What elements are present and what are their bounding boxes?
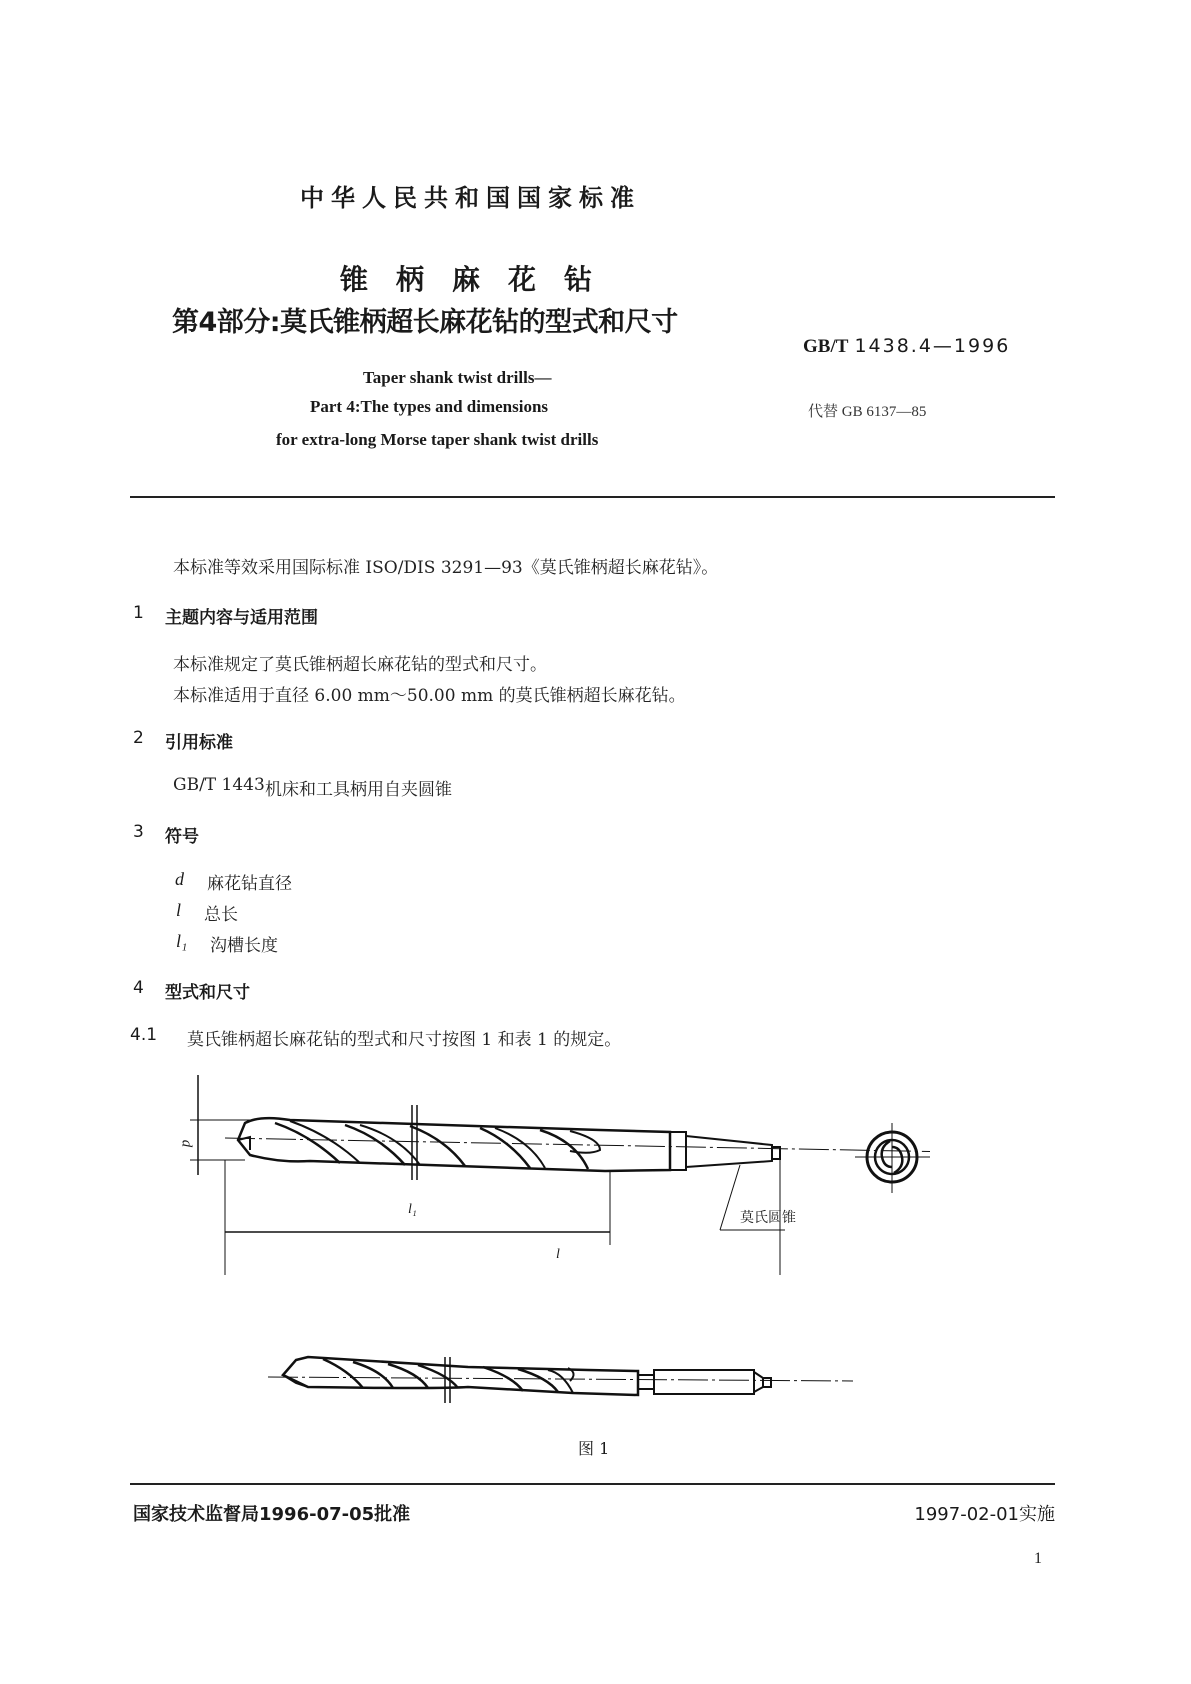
header-divider xyxy=(130,496,1055,498)
subsection-4-1-number: 4.1 xyxy=(130,1025,158,1045)
subsection-4-1-text: 莫氏锥柄超长麻花钻的型式和尺寸按图 1 和表 1 的规定。 xyxy=(187,1030,622,1050)
footer-divider xyxy=(130,1483,1055,1485)
section-2-title: 引用标准 xyxy=(165,733,233,753)
intro-paragraph: 本标准等效采用国际标准 ISO/DIS 3291—93《莫氏锥柄超长麻花钻》。 xyxy=(173,558,719,578)
section-2-number: 2 xyxy=(133,728,144,748)
implementation-date: 1997-02-01实施 xyxy=(914,1504,1055,1525)
country-standard-heading: 中华人民共和国国家标准 xyxy=(300,184,641,212)
figure-caption: 图 1 xyxy=(578,1439,610,1458)
symbol-d-meaning: 麻花钻直径 xyxy=(207,874,292,894)
section-1-title: 主题内容与适用范围 xyxy=(165,608,318,628)
symbol-l: l xyxy=(176,900,182,920)
page-number: 1 xyxy=(1034,1550,1042,1567)
section-1-paragraph-1: 本标准规定了莫氏锥柄超长麻花钻的型式和尺寸。 xyxy=(173,655,547,675)
symbol-d: d xyxy=(175,869,184,889)
symbol-l-meaning: 总长 xyxy=(204,905,238,925)
standard-number xyxy=(803,335,1010,358)
section-4-number: 4 xyxy=(133,978,144,998)
english-title-line-2: Part 4:The types and dimensions xyxy=(310,397,549,416)
standard-prefix: GB/T xyxy=(803,336,849,357)
drill-diagram-alternate xyxy=(268,1345,858,1405)
section-1-paragraph-2: 本标准适用于直径 6.00 mm～50.00 mm 的莫氏锥柄超长麻花钻。 xyxy=(173,686,686,706)
reference-title: 机床和工具柄用自夹圆锥 xyxy=(265,780,452,800)
label-l: l xyxy=(556,1247,560,1262)
section-3-title: 符号 xyxy=(165,827,199,847)
drill-diagram xyxy=(178,1075,930,1275)
document-title: 锥柄麻花钻 xyxy=(340,263,621,296)
label-d: d xyxy=(178,1139,195,1148)
symbol-l1: l₁ xyxy=(176,931,188,951)
section-3-number: 3 xyxy=(133,822,144,842)
symbol-l1-meaning: 沟槽长度 xyxy=(210,936,278,956)
reference-code: GB/T 1443 xyxy=(173,775,265,795)
approval-date: 国家技术监督局1996-07-05批准 xyxy=(133,1504,411,1525)
document-subtitle: 第4部分:莫氏锥柄超长麻花钻的型式和尺寸 xyxy=(172,307,678,338)
label-l1: l₁ xyxy=(408,1202,417,1217)
standard-code: 1438.4—1996 xyxy=(854,335,1011,357)
section-1-number: 1 xyxy=(133,603,144,623)
english-title-line-3: for extra-long Morse taper shank twist drills xyxy=(276,430,599,449)
section-4-title: 型式和尺寸 xyxy=(165,983,250,1003)
english-title-line-1: Taper shank twist drills— xyxy=(363,368,552,387)
label-morse-taper: 莫氏圆锥 xyxy=(740,1210,796,1226)
replaces-standard: 代替 GB 6137—85 xyxy=(808,404,927,420)
